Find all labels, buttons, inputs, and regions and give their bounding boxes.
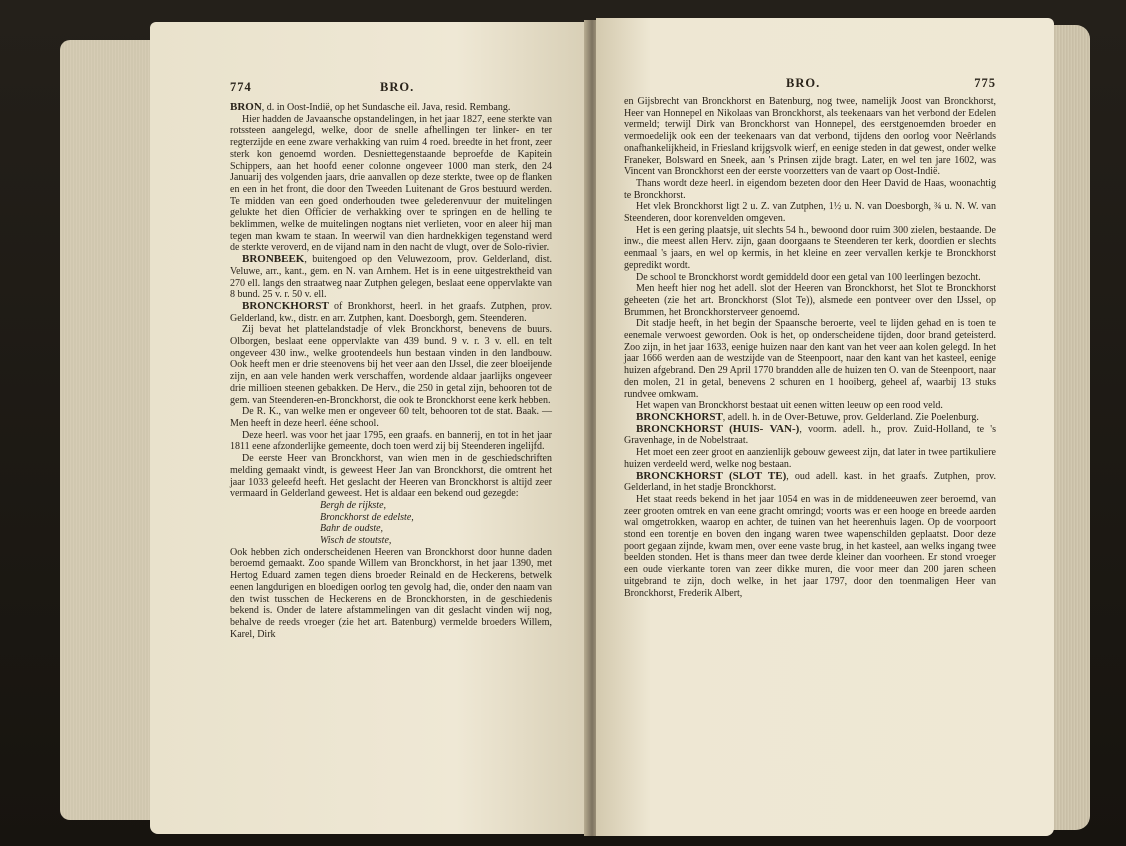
right-column bbox=[624, 96, 996, 599]
paragraph: Zij bevat het plattelandstadje of vlek Bronckhorst, benevens de buurs. Olborgen, beslaat eene oppervlakte van 439 bund. 9 v. r. 3 v. ell. en telt ongeveer 430 inw., welke grootendeels hun bestaan vinden in den landbouw. Ook heeft men er drie steenovens bij het veer aan den IJssel, die zeer bloeijende zijn, en aan vele handen werk verschaffen, wordende aldaar jaarlijks ongeveer drie millioen steenen gebakken. De Herv., die 250 in getal zijn, behooren tot de gem. van Steenderen-en-Bronckhorst, die ook te Bronckhorst eene kerk hebben. bbox=[230, 324, 552, 406]
paragraph bbox=[624, 424, 996, 447]
lemma: BRONCKHORST bbox=[242, 299, 329, 312]
paragraph-text: , d. in Oost-Indië, op het Sundasche eil. Java, resid. Rembang. bbox=[261, 102, 511, 113]
page-number: 775 bbox=[974, 76, 996, 90]
lemma: BRONBEEK bbox=[242, 253, 305, 266]
verse-line: Bronckhorst de edelste, bbox=[320, 511, 414, 523]
verse-line: Bahr de oudste, bbox=[320, 523, 384, 535]
running-head: BRO. bbox=[380, 80, 415, 94]
paragraph-text: of Bronkhorst, heerl. in het graafs. Zutphen, prov. Gelderland, kw., distr. en arr. Zutphen, kant. Doesborgh, gem. Steenderen. bbox=[230, 300, 552, 324]
paragraph: De eerste Heer van Bronckhorst, van wien men in de geschiedschriften melding gemaakt vindt, is geweest Heer Jan van Bronckhorst, die omtrent het jaar 1033 geleefd heeft. Het geslacht der Heeren van Bronckhorst is altijd zeer vermaard in Gelderland geweest. Het is aldaar een bekend oud gezegde: bbox=[230, 453, 552, 500]
right-page bbox=[596, 18, 1054, 836]
paragraph-text: , oud adell. kast. in het graafs. Zutphen, prov. Gelderland, in het stadje Bronckhorst. bbox=[624, 470, 996, 494]
verse bbox=[230, 500, 552, 547]
paragraph bbox=[230, 301, 552, 324]
paragraph: Deze heerl. was voor het jaar 1795, een graafs. en bannerij, en tot in het jaar 1811 eene afzonderlijke gemeente, doch toen werd zij bij Steenderen ingelijfd. bbox=[230, 429, 552, 453]
paragraph: Ook hebben zich onderscheidenen Heeren van Bronckhorst door hunne daden beroemd gemaakt. Zoo spande Willem van Bronckhorst, in het jaar 1390, met Hertog Eduard zamen tegen diens broeder Reinald en de Heckerens, betwelk eenen langdurigen en bloedigen oorlog ten gevolg had, die, onder den naam van den twist tusschen de Heckerens en de Bronckhorsten, in de geschiedenis bekend is. Onder de latere afstammelingen van dit geslacht vinden wij nog, behalve de reeds vroeger (zie het art. Batenburg) vermelde broeders Willem, Karel, Dirk bbox=[230, 546, 552, 640]
verse-line: Bergh de rijkste, bbox=[320, 499, 387, 511]
lemma: BRONCKHORST bbox=[636, 410, 723, 423]
paragraph bbox=[230, 102, 552, 114]
paragraph: Hier hadden de Javaansche opstandelingen, in het jaar 1827, eene sterkte van rotssteen aangelegd, welke, door de snelle afhellingen ter linker- en ter regterzijde en eene zware verhakking van ruim 4 roed. breedte in het front, zeer sterk kon genoemd worden. Desniettegenstaande beproefde de Kapitein Schippers, aan het hoofd eener colonne ongeveer 1000 man sterk, den 24 Januarij des volgenden jaars, drie aanvallen op deze sterkte, twee op de flanken en een in het front, die door den Tweeden Luitenant de Gros bestuurd werden. Te midden van een goed onderhouden twee gelederenvuur der muitelingen gelukte het dien Officier de verhakking over te springen en de helling te beklimmen, welke de muitelingen nogtans niet verlieten, voor en aleer hij man tegen man kwam te staan. In weerwil van dien hardnekkigen tegenstand werd de sterkte veroverd, en de vijand nam in den nacht de vlugt, over de Solo-rivier. bbox=[230, 113, 552, 254]
verse-line: Wisch de stoutste, bbox=[320, 535, 392, 547]
paragraph bbox=[624, 471, 996, 494]
paragraph: Thans wordt deze heerl. in eigendom bezeten door den Heer David de Haas, woonachtig te Bronckhorst. bbox=[624, 177, 996, 201]
page-number: 774 bbox=[230, 80, 252, 94]
lemma: BRON bbox=[230, 101, 262, 113]
running-head: BRO. bbox=[786, 76, 821, 90]
paragraph: Het is een gering plaatsje, uit slechts 54 h., bewoond door ruim 300 zielen, bestaande. De inw., die meest allen Herv. zijn, gaan doorgaans te Steenderen ter kerk, doordien er slechts eenmaal 's jaars, en wel op kermis, in het kleine en zeer vervallen kerkje te Bronckhorst gepredikt wordt. bbox=[624, 224, 996, 271]
paragraph: Het wapen van Bronckhorst bestaat uit eenen witten leeuw op een rood veld. bbox=[636, 400, 943, 412]
paragraph: Het staat reeds bekend in het jaar 1054 en was in de middeneeuwen zeer beroemd, van zeer grooten omtrek en van eene gracht omringd; voorts was er een hooge en breede aarden wal omgetrokken, waarop en achter, de tuinen van het heerenhuis lagen. Op de voorpoort stond een torentje en boven den ingang waren twee wapenschilden geplaatst. Door deze poort gegaan zijnde, kwam men, over eene vaste brug, in het kasteel, aan welks ingang twee beelden stonden. Het is thans meer dan twee derde kleiner dan voorheen. Er stond vroeger een oude vierkante toren van zeer dikke muren, die voor meer dan 200 jaren scheen uitgebrand te zijn, doch welke, in het jaar 1797, door den toenmaligen Heer van Bronckhorst, Frederik Albert, bbox=[624, 493, 996, 599]
paragraph bbox=[230, 254, 552, 301]
paragraph-text: , buitengoed op den Veluwezoom, prov. Gelderland, dist. Veluwe, arr., kant., gem. en N. van Arnhem. Het is in eene uitgestrektheid van 270 ell. langs den straatweg naar Zutphen gelegen, beslaat eene oppervlakte van 8 bund. 25 v. r. 50 v. ell. bbox=[230, 254, 552, 301]
paragraph: De R. K., van welke men er ongeveer 60 telt, behooren tot de stat. Baak. — Men heeft in deze heerl. ééne school. bbox=[230, 406, 552, 429]
left-column bbox=[230, 102, 552, 640]
paragraph: Het vlek Bronckhorst ligt 2 u. Z. van Zutphen, 1½ u. N. van Doesborgh, ¾ u. N. W. van Steenderen, door korenvelden omgeven. bbox=[624, 201, 996, 225]
lemma: BRONCKHORST (SLOT TE) bbox=[636, 469, 787, 482]
paragraph-text: , voorm. adell. h., prov. Zuid-Holland, te 's Gravenhage, in de Nobelstraat. bbox=[624, 423, 996, 447]
paragraph: De school te Bronckhorst wordt gemiddeld door een getal van 100 leerlingen bezocht. bbox=[636, 271, 981, 283]
paragraph-text: , adell. h. in de Over-Betuwe, prov. Gelderland. Zie Poelenburg. bbox=[722, 411, 979, 423]
left-page bbox=[150, 22, 588, 834]
page-edges-left bbox=[60, 40, 160, 820]
paragraph: Men heeft hier nog het adell. slot der Heeren van Bronckhorst, het Slot te Bronckhorst geheeten (zie het art. Bronckhorst (Slot Te)), alsmede een pontveer over den IJssel, op Brummen, het Bronckhorsterveer genoemd. bbox=[624, 283, 996, 318]
page-edges-right bbox=[1050, 25, 1090, 830]
lemma: BRONCKHORST (HUIS- VAN-) bbox=[636, 422, 800, 435]
paragraph: Dit stadje heeft, in het begin der Spaansche beroerte, veel te lijden gehad en is toen te eenemale verwoest geworden. Ook is het, op onderscheidene tijden, door brand geteisterd. Zoo zijn, in het jaar 1633, eenige huizen naar den kant van het veer aan kolen gelegd. In het jaar 1666 werden aan de westzijde van de Steenpoort, naar den kant van het kasteel, eenige huizen afgebrand. Den 29 April 1770 brandden alle de huizen ten O. van de Steenpoort, naar den molen, 21 in getal, benevens 2 schuren en 1 hooiberg, geheel af, waarbij 13 stuks rundvee omkwam. bbox=[624, 318, 996, 400]
paragraph: Het moet een zeer groot en aanzienlijk gebouw geweest zijn, dat later in twee partikuliere huizen verdeeld werd, welke nog bestaan. bbox=[624, 447, 996, 470]
paragraph: en Gijsbrecht van Bronckhorst en Batenburg, nog twee, namelijk Joost van Bronckhorst, Heer van Honnepel en Nikolaas van Bronckhorst, als teekenaars van het verbond der Edelen vermeld; terwijl Dirk van Bronckhorst van Honnepel, des eerstgenoemden broeder en vermoedelijk ook een der teekenaars van dat verbond, tijdens den oorlog voor Neêrlands onafhankelijkheid, in Friesland krijgsvolk wierf, en eenige steden in dat gewest, onder welke Franeker, Bolsward en Sneek, aan 's Prinsen zijde bragt. Later, en wel ten jare 1602, was Vincent van Bronckhorst een der eerste voorzetters van de vaart op Oost-Indië. bbox=[624, 96, 996, 178]
